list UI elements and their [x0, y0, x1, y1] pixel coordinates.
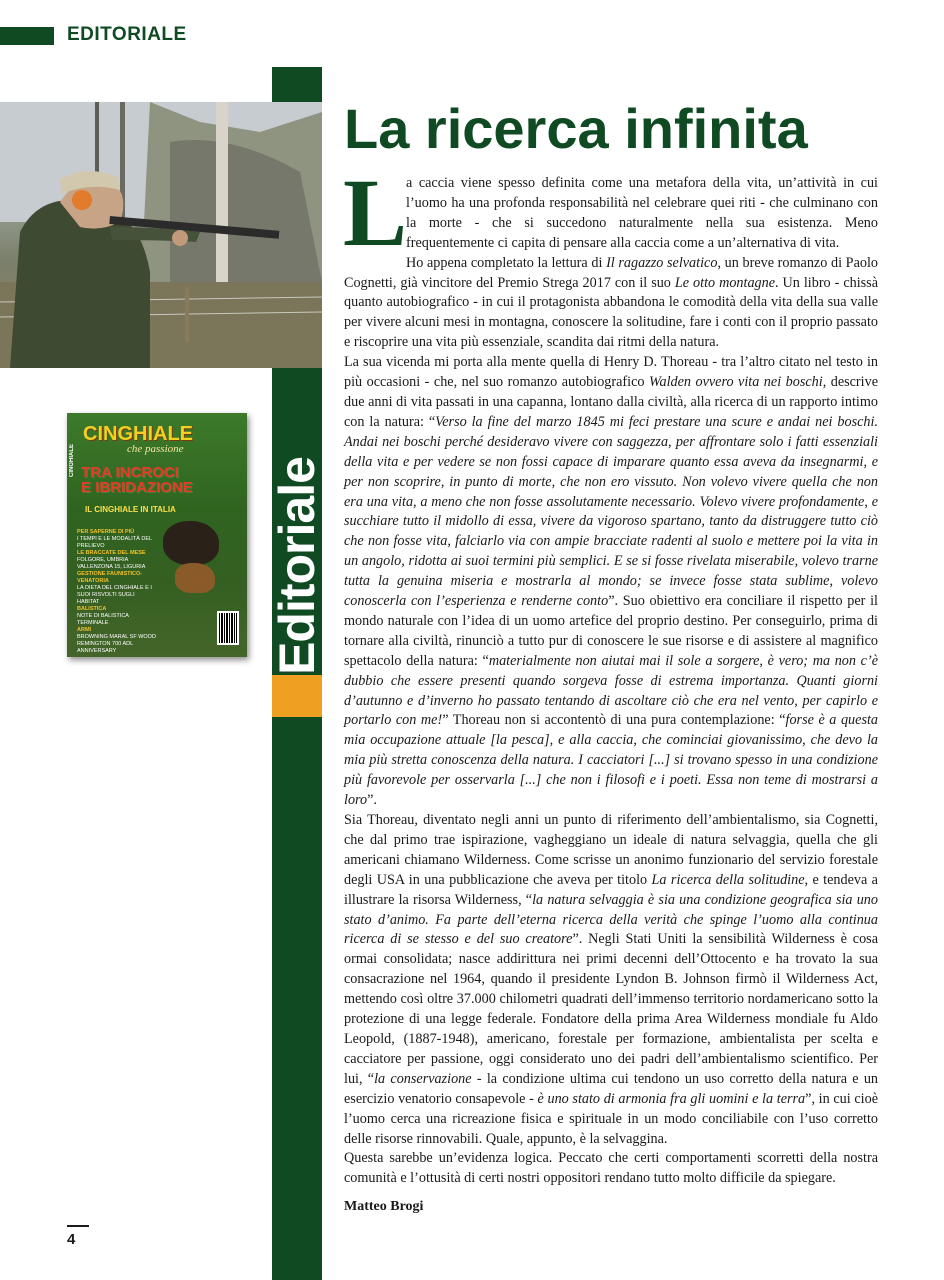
magazine-item: GESTIONE FAUNISTICO-VENATORIA LA DIETA DEL CINGHIALE E I SUOI RISVOLTI SUGLI HABITAT [77, 571, 152, 605]
paragraph: Ho appena completato la lettura di Il ragazzo selvatico, un breve romanzo di Paolo Cognetti, già vincitore del Premio Strega 2017 con il suo Le otto montagne. Un libro - chissà quanto autobiografico - in cui il protagonista abbandona le comodità della vita della sua valle per vivere alcuni mesi in montagna, conoscere la solitudine, fare i conti con il proprio passato e riscoprire una vita più essenziale, scandita dai ritmi della natura. [344, 254, 879, 351]
magazine-subheadline: IL CINGHIALE IN ITALIA [85, 505, 176, 514]
paragraph: a caccia viene spesso definita come una metafora della vita, un’attività in cui l’uomo ha una profonda responsabilità nel celebrare quei riti - che culminano con la morte - che si succedono naturalmente nella sua esistenza. Meno frequentemente ci capita di pensare alla caccia come a un’alternativa di vita. [406, 175, 878, 251]
header-bar [0, 27, 54, 45]
author-name: Matteo Brogi [344, 1199, 424, 1214]
paragraph: Sia Thoreau, diventato negli anni un punto di riferimento dell’ambientalismo, sia Cognetti, che dal primo trae ispirazione, vagheggiano un ideale di natura selvaggia, quella che gli americani chiamano Wilderness. Come scrisse un anonimo funzionario del servizio forestale degli USA in una pubblicazione che aveva per titolo La ricerca della solitudine, e tendeva a illustrare la risorsa Wilderness, “la natura selvaggia è sia una condizione geografica sia uno stato d’animo. Fa parte dell’eterna ricerca della verità che spinge l’uomo alla continua ricerca di se stesso e del suo creatore”. Negli Stati Uniti la sensibilità Wilderness è cosa ormai consolidata; nasce addirittura nei primi decenni dell’Ottocento e ha trovato la sua consacrazione nel 1964, quando il presidente Lyndon B. Johnson firmò il Wilderness Act, mettendo così oltre 37.000 chilometri quadrati dell’immenso territorio nordamericano sotto la protezione di una legge federale. Fondatore della prima Area Wilderness mondiale fu Aldo Leopold, (1887-1948), americano, forestale per formazione, ambientalista per scelta e cacciatore per passione, oggi considerato uno dei padri dell’ambientalismo scientifico. Per lui, “la conservazione - la condizione ultima cui tendono un uso corretto della natura e un esercizio venatorio consapevole - è uno stato di armonia fra gli uomini e la terra”, in cui cioè l’uomo cerca una ricreazione fisica e spirituale in un modo conciliabile con l’uso corretto delle risorse rinnovabili. Quale, appunto, è la selvaggina. [344, 812, 879, 1147]
vertical-bar-accent [272, 675, 322, 717]
magazine-headline-line-1: TRA INCROCI [81, 464, 179, 481]
page-number-rule [67, 1225, 89, 1227]
magazine-item: ARMI BROWNING MARAL SF WOOD REMINGTON 700 ADL ANNIVERSARY [77, 627, 156, 654]
vertical-section-label: Editoriale [269, 457, 325, 675]
page-number: 4 [67, 1231, 76, 1248]
hunter-with-rifle-photo [0, 102, 322, 368]
magazine-subtitle: che passione [127, 443, 184, 455]
magazine-title: CINGHIALE [83, 423, 193, 445]
magazine-headline-line-2: E IBRIDAZIONE [81, 479, 193, 496]
article-title: La ricerca infinita [344, 97, 808, 160]
magazine-item: PER SAPERNE DI PIÙ I TEMPI E LE MODALITÀ DEL PRELIEVO [77, 529, 152, 549]
boar-illustration [163, 521, 219, 565]
paragraph: Questa sarebbe un’evidenza logica. Peccato che certi comportamenti scorretti della nostra comunità e l’ottusità di certi nostri oppositori rendano tutto molto difficile da spiegare. [344, 1150, 878, 1187]
magazine-cover [67, 413, 247, 657]
photo-illustration [0, 102, 322, 368]
article-body [344, 174, 878, 1189]
paragraph: La sua vicenda mi porta alla mente quella di Henry D. Thoreau - tra l’altro citato nel testo in più occasioni - che, nel suo romanzo autobiografico Walden ovvero vita nei boschi, descrive due anni di vita passati in una capanna, lontano dalla civiltà, alla ricerca di un rapporto intimo con la natura: “Verso la fine del marzo 1845 mi feci prestare una scure e andai nei boschi. Andai nei boschi perché desideravo vivere con saggezza, per affrontare solo i fatti essenziali della vita e per vedere se non fossi capace di imparare quanto essa aveva da insegnarmi, e per non scoprire, in punto di morte, che non ero vissuto. Non volevo vivere quella che non era una vita, a meno che non fosse assolutamente necessario. Volevo vivere profondamente, e succhiare tutto il midollo di essa, vivere da vigoroso spartano, tanto da distruggere tutto ciò che non fosse vita, falciarlo via con ampie bracciate radenti al suolo e mettere poi la vita in un angolo, ridotta ai suoi termini più semplici. E se si fosse rivelata miserabile, volevo trarne tutta la genuina miseria e mostrarla al mondo; se invece fosse stata sublime, volevo conoscerla con l’esperienza e renderne conto”. Suo obiettivo era conciliare il rispetto per il mondo naturale con l’idea di un uomo artefice del proprio destino. Per conseguirlo, prima di tornare alla civiltà, rinunciò a tutto pur di conoscere le sue risorse e di assistere al magnifico spettacolo della natura: “materialmente non aiutai mai il sole a sorgere, è vero; ma non c’è dubbio che essere presenti quando sorgeva fosse di estrema importanza. Quanti giorni d’autunno e d’inverno ho passato tentando di ascoltare ciò che era nel vento, per capirlo e portarlo con me!” Thoreau non si accontentò di una pura contemplazione: “forse è a questa mia occupazione attuale [la pesca], e alla caccia, che cominciai giovanissimo, che devo la mia più stretta conoscenza della natura. I cacciatori [...] si trovano spesso in una condizione più favorevole per osservarla [...] che non i filosofi e i poeti. Essa non teme di mostrarsi a loro”. [344, 354, 879, 809]
drop-cap: L [343, 159, 408, 266]
dog-illustration [175, 563, 215, 593]
magazine-headline [81, 465, 193, 495]
magazine-side-text: CINGHIALE [69, 444, 75, 477]
barcode [217, 611, 239, 645]
section-label: EDITORIALE [67, 24, 187, 45]
magazine-item: BALISTICA NOTE DI BALISTICA TERMINALE [77, 606, 129, 626]
magazine-item: LE BRACCATE DEL MESE FOLGORE, UMBRIA VALLENZONA 15, LIGURIA [77, 550, 146, 570]
magazine-contents [77, 529, 157, 655]
